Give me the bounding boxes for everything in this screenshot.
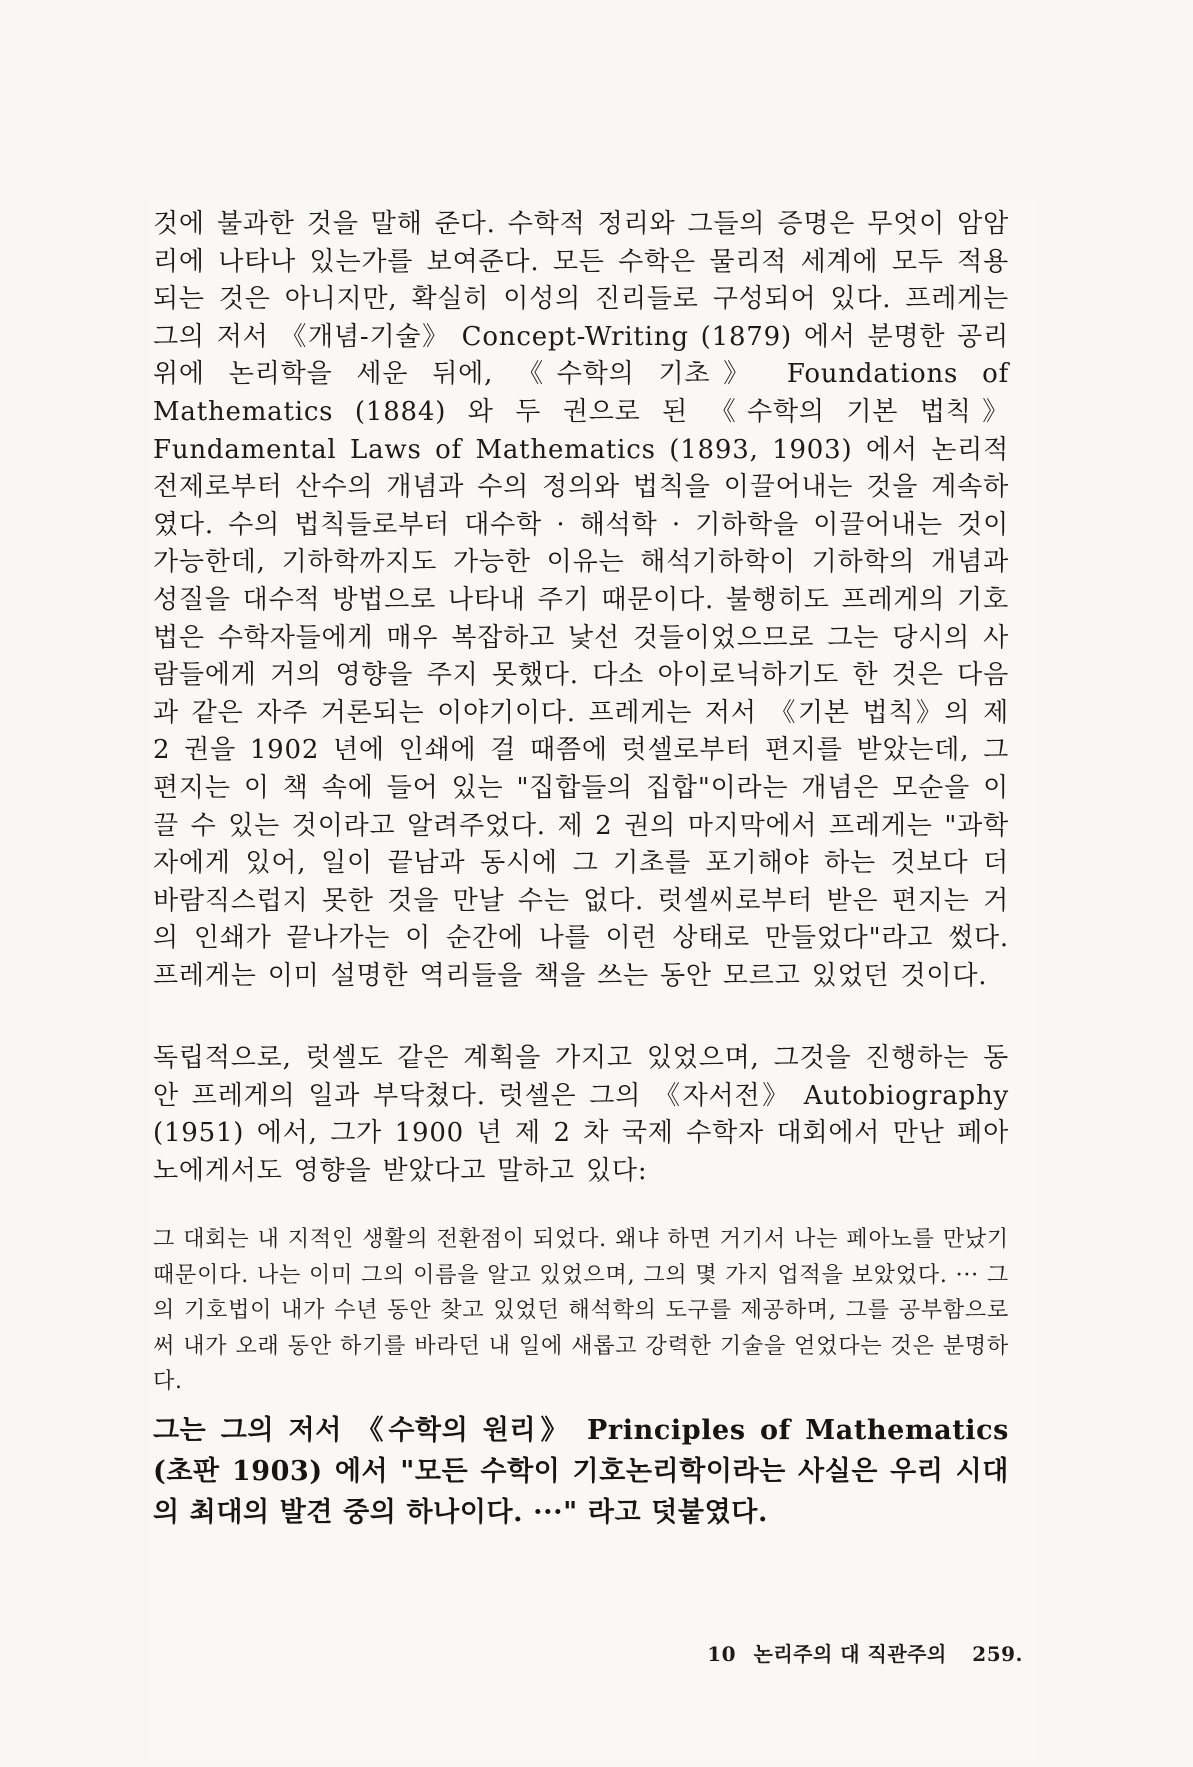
block-quote: 그 대회는 내 지적인 생활의 전환점이 되었다. 왜냐 하면 거기서 나는 페아노를 만났기 때문이다. 나는 이미 그의 이름을 알고 있었으며, 그의 몇 가지 업적을 보았었다. ··· 그의 기호법이 내가 수년 동안 찾고 있었던 해석학의 도구를 제공하며, 그를 공부함으로써 내가 오래 동안 하기를 바라던 내 일에 새롭고 강력한 기술을 얻었다는 것은 분명하다. [153,1227,1009,1394]
chapter-number: 10 [707,1642,737,1666]
chapter-title: 논리주의 대 직관주의 [753,1642,947,1666]
page-footer [707,1638,1023,1667]
body-paragraph-3: 그는 그의 저서 《수학의 원리》 Principles of Mathematics (초판 1903) 에서 "모든 수학이 기호논리학이라는 사실은 우리 시대의 최대의 발견 중의 하나이다. ···" 라고 덧붙였다. [153,1415,1009,1528]
body-paragraph-2: 독립적으로, 럿셀도 같은 계획을 가지고 있었으며, 그것을 진행하는 동안 프레게의 일과 부닥쳤다. 럿셀은 그의 《자서전》 Autobiography (1951) 에서, 그가 1900 년 제 2 차 국제 수학자 대회에서 만난 페아노에게서도 영향을 받았다고 말하고 있다: [153,1043,1009,1186]
page-number: 259. [972,1642,1023,1666]
body-paragraph-1: 것에 불과한 것을 말해 준다. 수학적 정리와 그들의 증명은 무엇이 암암리에 나타나 있는가를 보여준다. 모든 수학은 물리적 세계에 모두 적용되는 것은 아니지만, 확실히 이성의 진리들로 구성되어 있다. 프레게는 그의 저서 《개념-기술》 Concept-Writing (1879) 에서 분명한 공리 위에 논리학을 세운 뒤에, 《수학의 기초》 Foundations of Mathematics (1884) 와 두 권으로 된 《수학의 기본 법칙》 Fundamental Laws of Mathematics (1893, 1903) 에서 논리적 전제로부터 산수의 개념과 수의 정의와 법칙을 이끌어내는 것을 계속하였다. 수의 법칙들로부터 대수학 · 해석학 · 기하학을 이끌어내는 것이 가능한데, 기하학까지도 가능한 이유는 해석기하학이 기하학의 개념과 성질을 대수적 방법으로 나타내 주기 때문이다. 불행히도 프레게의 기호법은 수학자들에게 매우 복잡하고 낯선 것들이었으므로 그는 당시의 사람들에게 거의 영향을 주지 못했다. 다소 아이로닉하기도 한 것은 다음과 같은 자주 거론되는 이야기이다. 프레게는 저서 《기본 법칙》의 제 2 권을 1902 년에 인쇄에 걸 때쯤에 럿셀로부터 편지를 받았는데, 그 편지는 이 책 속에 들어 있는 "집합들의 집합"이라는 개념은 모순을 이끌 수 있는 것이라고 알려주었다. 제 2 권의 마지막에서 프레게는 "과학자에게 있어, 일이 끝남과 동시에 그 기초를 포기해야 하는 것보다 더 바람직스럽지 못한 것을 만날 수는 없다. 럿셀씨로부터 받은 편지는 거의 인쇄가 끝나가는 이 순간에 나를 이런 상태로 만들었다"라고 썼다. 프레게는 이미 설명한 역리들을 책을 쓰는 동안 모르고 있었던 것이다. [153,209,1009,991]
